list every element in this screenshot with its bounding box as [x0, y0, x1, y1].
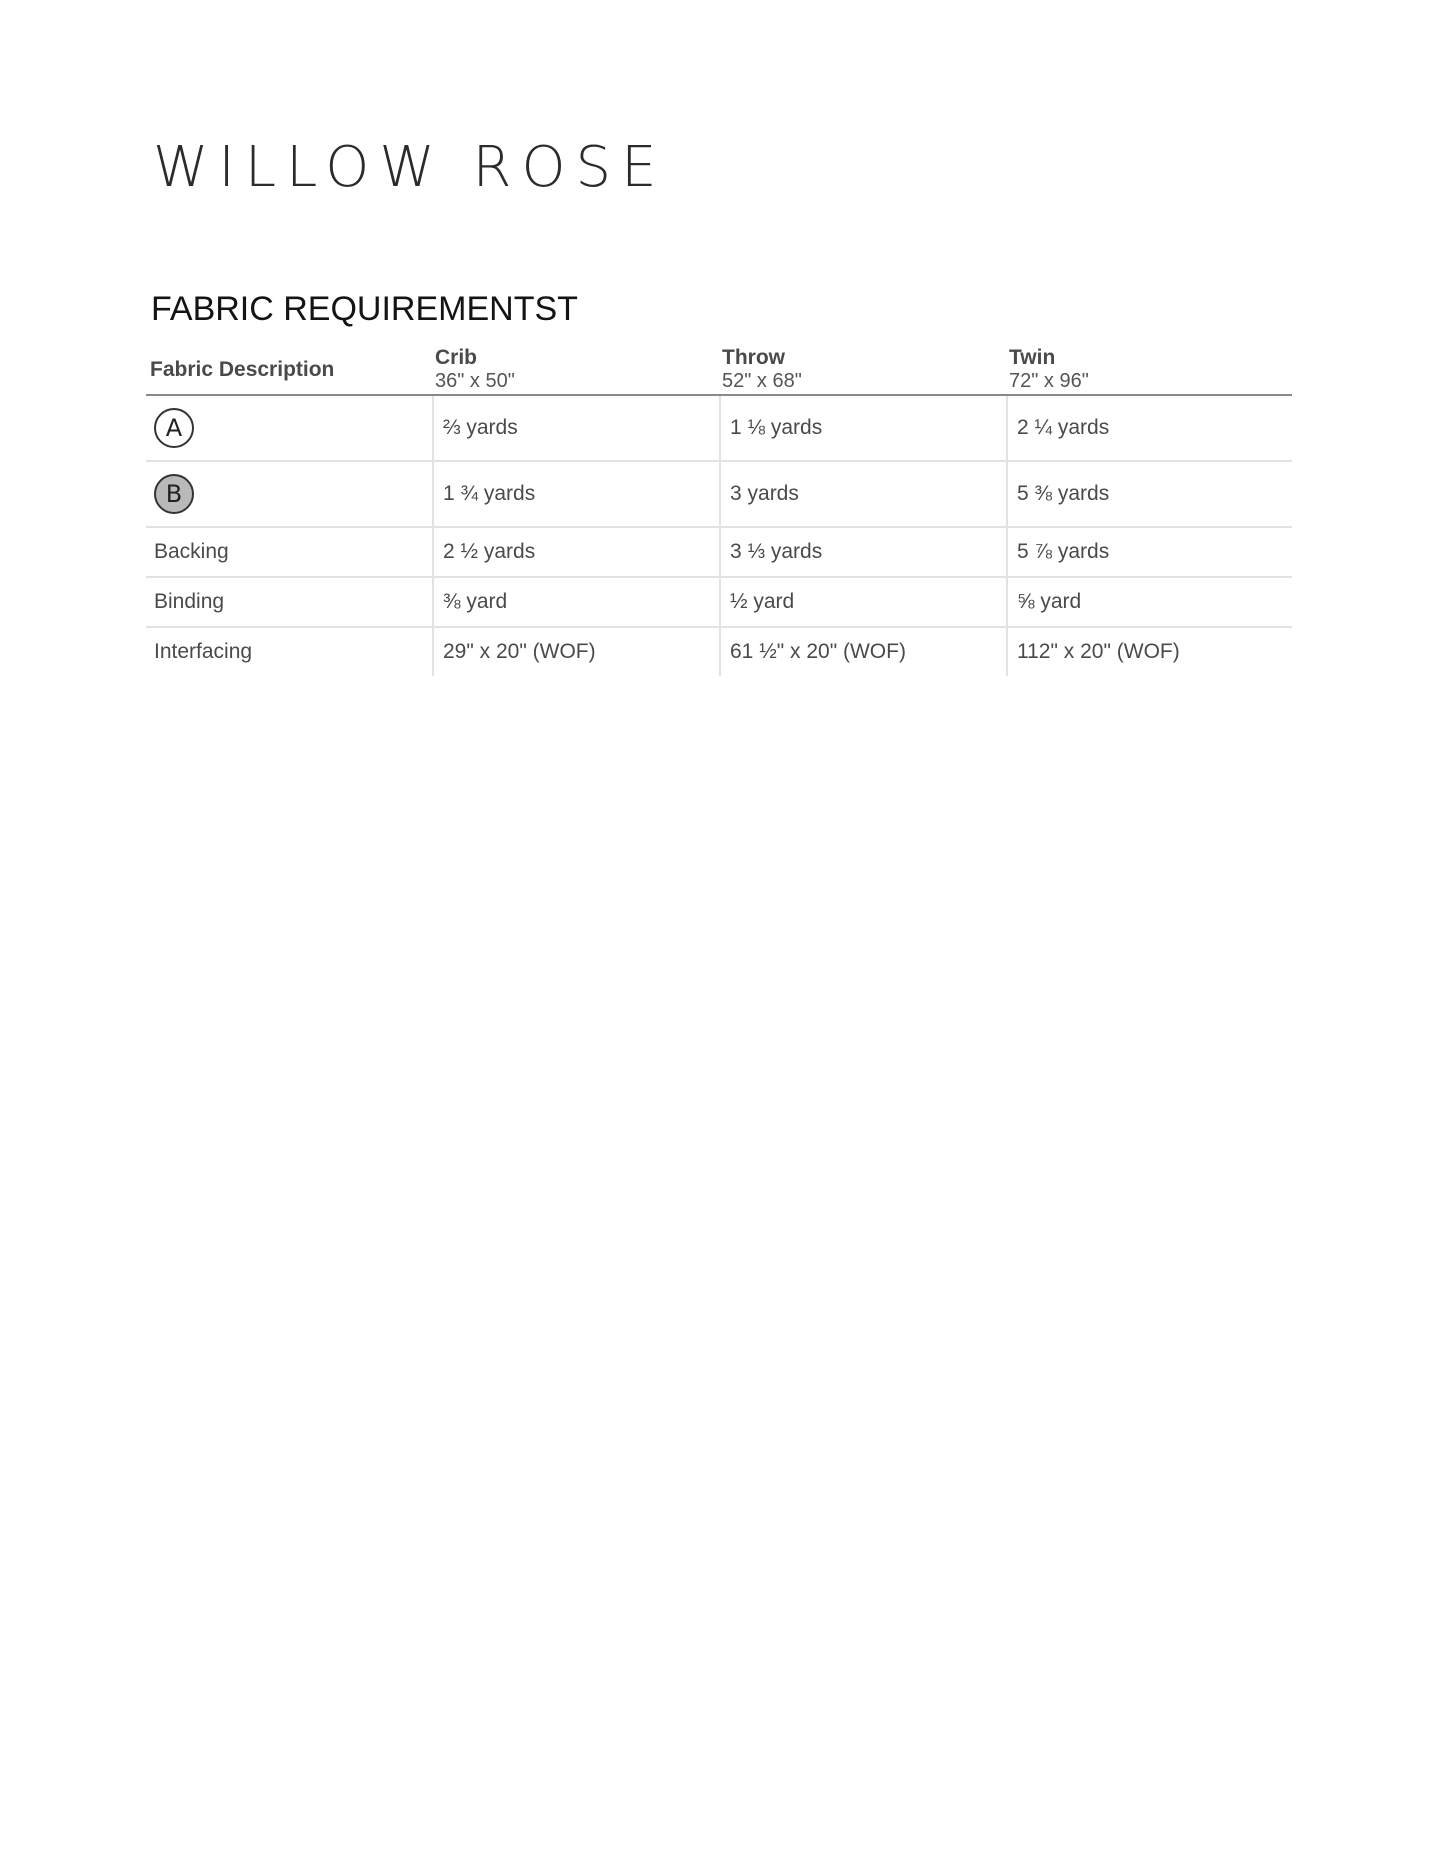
page-title: WILLOW ROSE: [153, 135, 667, 200]
fabric-b-badge-icon: B: [154, 474, 194, 514]
header-size-throw: [722, 346, 802, 394]
size-name: Crib: [435, 346, 477, 369]
size-dimensions: 52" x 68": [722, 370, 802, 392]
row-label-cell: Interfacing: [154, 640, 253, 663]
table-row-interfacing: [146, 628, 1292, 676]
throw-value-cell: 3 yards: [719, 462, 1003, 526]
twin-value-cell: 2 ¼ yards: [1006, 396, 1292, 460]
size-name: Throw: [722, 346, 785, 369]
throw-value-cell: 3 ⅓ yards: [719, 528, 1003, 576]
size-dimensions: 72" x 96": [1009, 370, 1089, 392]
header-size-twin: [1009, 346, 1089, 394]
twin-value-cell: ⅝ yard: [1006, 578, 1292, 626]
fabric-a-badge-icon: A: [154, 408, 194, 448]
header-size-crib: [435, 346, 515, 394]
table-row-fabric-a: [146, 396, 1292, 462]
table-row-fabric-b: [146, 462, 1292, 528]
crib-value-cell: 29" x 20" (WOF): [432, 628, 716, 676]
crib-value-cell: ⅜ yard: [432, 578, 716, 626]
twin-value-cell: 5 ⅞ yards: [1006, 528, 1292, 576]
section-heading: FABRIC REQUIREMENTST: [151, 290, 578, 328]
crib-value-cell: ⅔ yards: [432, 396, 716, 460]
fabric-description-label: Fabric Description: [150, 358, 335, 381]
row-label-cell: Binding: [154, 590, 225, 613]
throw-value-cell: 61 ½" x 20" (WOF): [719, 628, 1003, 676]
table-row-backing: [146, 528, 1292, 578]
row-label-cell: [154, 462, 424, 526]
table-row-binding: [146, 578, 1292, 628]
row-label-cell: Backing: [154, 540, 229, 563]
table-header-row: [146, 346, 1292, 396]
throw-value-cell: 1 ⅛ yards: [719, 396, 1003, 460]
twin-value-cell: 5 ⅜ yards: [1006, 462, 1292, 526]
throw-value-cell: ½ yard: [719, 578, 1003, 626]
crib-value-cell: 1 ¾ yards: [432, 462, 716, 526]
size-dimensions: 36" x 50": [435, 370, 515, 392]
crib-value-cell: 2 ½ yards: [432, 528, 716, 576]
twin-value-cell: 112" x 20" (WOF): [1006, 628, 1292, 676]
size-name: Twin: [1009, 346, 1056, 369]
fabric-requirements-table: [146, 346, 1292, 676]
row-label-cell: [154, 396, 424, 460]
